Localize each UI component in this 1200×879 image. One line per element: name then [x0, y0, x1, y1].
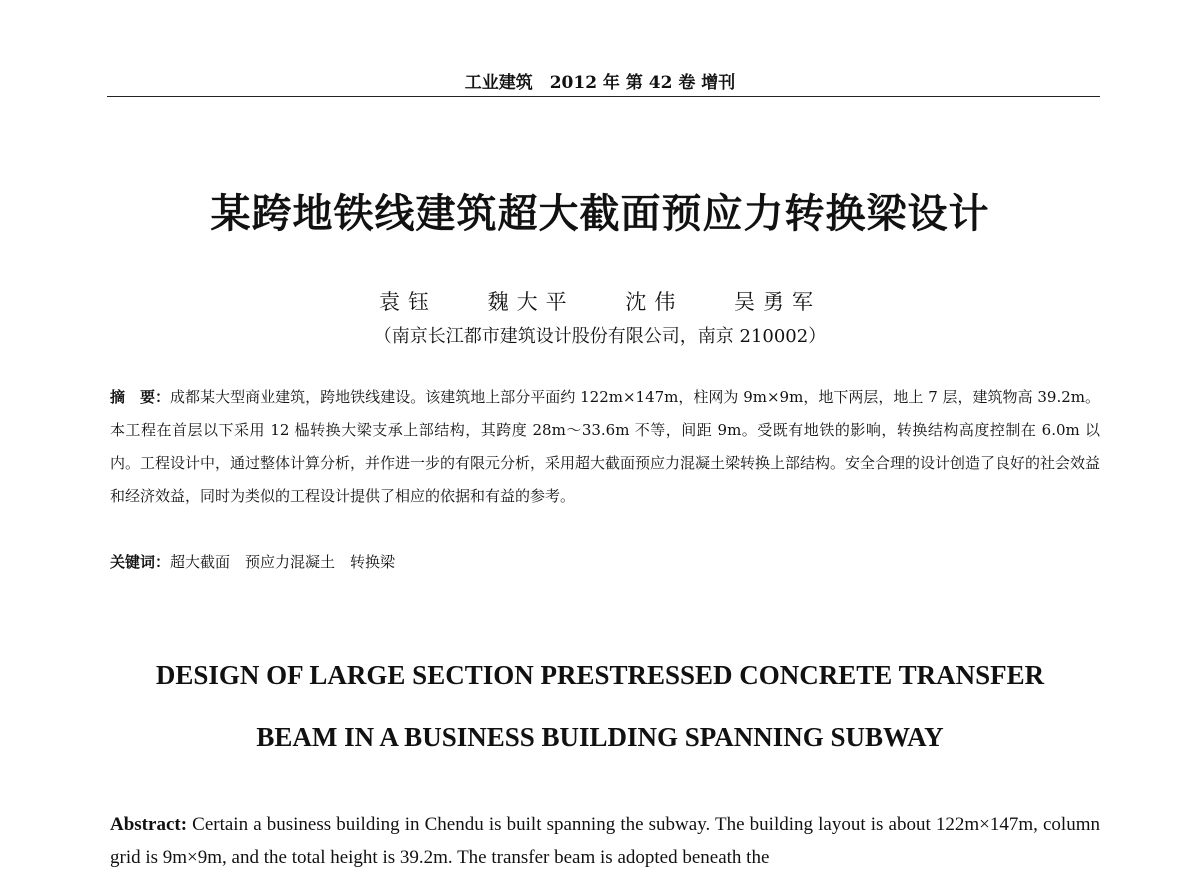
abstract-en: [110, 808, 1100, 874]
abstract-zh: [110, 381, 1100, 513]
keywords-zh: [110, 546, 1100, 579]
author: 沈伟: [625, 290, 684, 314]
authors: [0, 286, 1200, 316]
paper-title: 某跨地铁线建筑超大截面预应力转换梁设计: [210, 191, 990, 237]
running-head: 工业建筑 2012 年 第 42 卷 增刊: [464, 73, 736, 93]
keywords-zh-label: 关键词：: [110, 553, 171, 571]
abstract-zh-label: 摘 要：: [110, 388, 171, 406]
english-title-line-1: DESIGN OF LARGE SECTION PRESTRESSED CONCRETE TRANSFER: [155, 660, 1045, 690]
author: 袁钰: [378, 290, 437, 314]
keywords-zh-text: 超大截面 预应力混凝土 转换梁: [170, 553, 396, 571]
english-title-line-2: BEAM IN A BUSINESS BUILDING SPANNING SUBWAY: [256, 722, 944, 752]
abstract-zh-text: 成都某大型商业建筑，跨地铁线建设。该建筑地上部分平面约 122m×147m，柱网为 9m×9m，地下两层，地上 7 层，建筑物高 39.2m。本工程在首层以下采用 12 榀转换大梁支承上部结构，其跨度 28m～33.6m 不等，间距 9m。受既有地铁的影响，转换结构高度控制在 6.0m 以内。工程设计中，通过整体计算分析，并作进一步的有限元分析，采用超大截面预应力混凝土梁转换上部结构。安全合理的设计创造了良好的社会效益和经济效益，同时为类似的工程设计提供了相应的依据和有益的参考。: [110, 388, 1101, 505]
abstract-en-label: Abstract:: [110, 814, 188, 835]
header-rule: [107, 96, 1100, 97]
abstract-en-text: Certain a business building in Chendu is built spanning the subway. The building layout is about 122m×147m, column grid is 9m×9m, and the total height is 39.2m. The transfer beam is adopted beneath the: [110, 814, 1100, 868]
author: 吴勇军: [734, 290, 822, 314]
affiliation: （南京长江都市建筑设计股份有限公司，南京 210002）: [373, 326, 827, 347]
author: 魏大平: [487, 290, 575, 314]
